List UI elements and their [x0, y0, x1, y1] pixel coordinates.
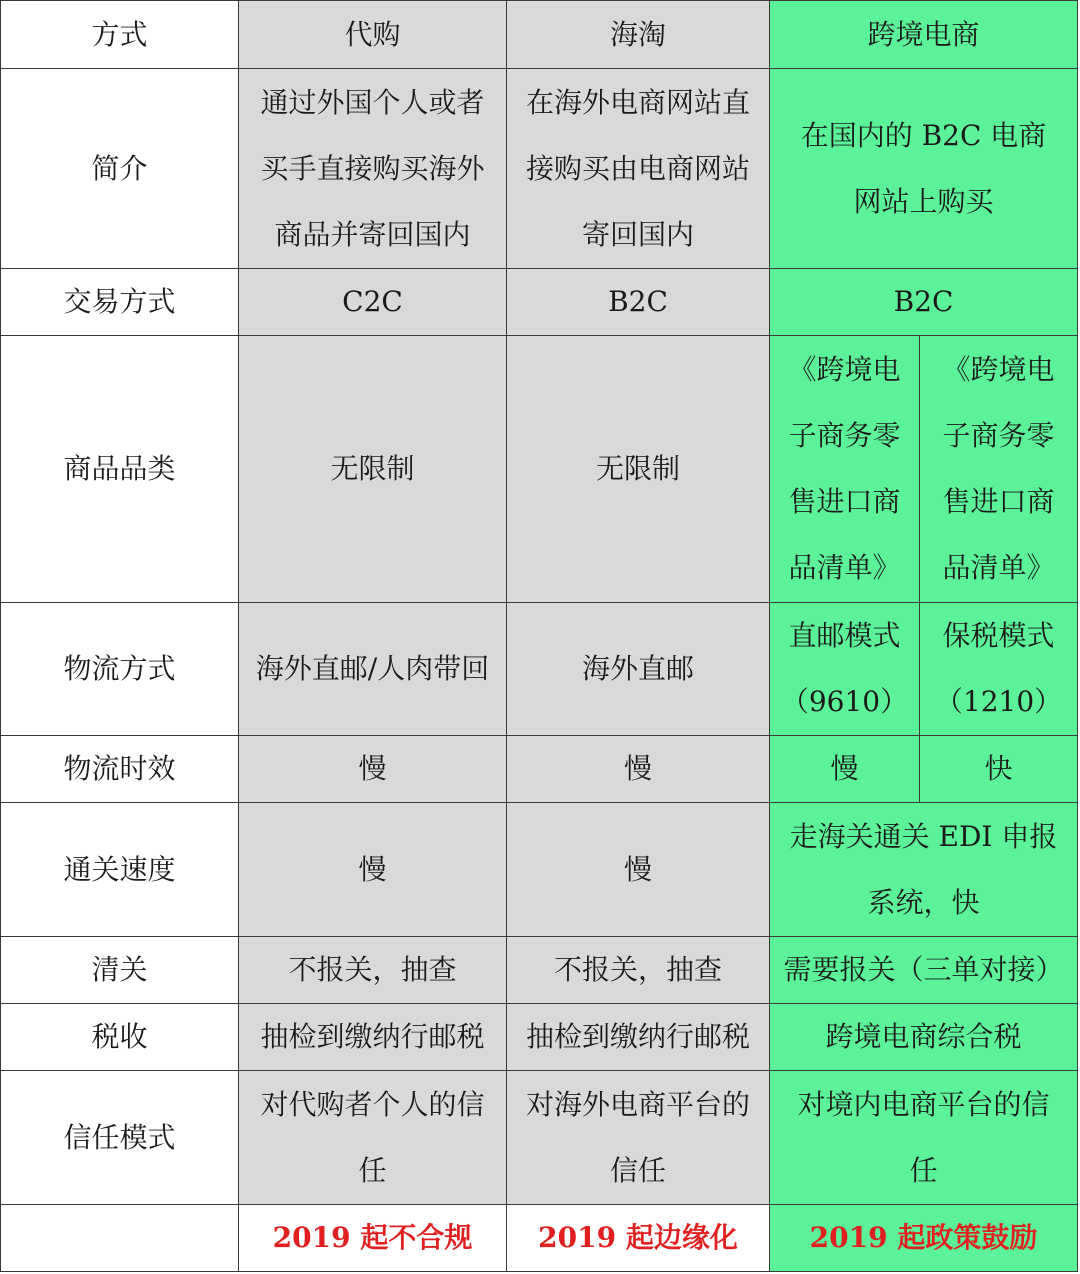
row-label: 物流方式 [1, 603, 239, 736]
verdict-haitao: 2019 起边缘化 [507, 1205, 770, 1272]
header-row [1, 1, 1078, 69]
cell-crossborder-bonded: 保税模式（1210） [920, 603, 1078, 736]
row-label: 信任模式 [1, 1071, 239, 1205]
cell-daigou: 对代购者个人的信任 [239, 1071, 507, 1205]
row-intro [1, 69, 1078, 269]
cell-crossborder: 走海关通关 EDI 申报系统，快 [770, 803, 1078, 937]
verdict-daigou: 2019 起不合规 [239, 1205, 507, 1272]
cell-crossborder: 在国内的 B2C 电商网站上购买 [770, 69, 1078, 269]
cell-daigou: 无限制 [239, 336, 507, 603]
header-haitao: 海淘 [507, 1, 770, 69]
row-label: 物流时效 [1, 736, 239, 803]
row-trade [1, 269, 1078, 336]
cell-crossborder-direct: 直邮模式（9610） [770, 603, 920, 736]
row-trust [1, 1071, 1078, 1205]
row-label: 清关 [1, 937, 239, 1004]
row-label: 简介 [1, 69, 239, 269]
cell-crossborder: 需要报关（三单对接） [770, 937, 1078, 1004]
cell-crossborder-bonded: 快 [920, 736, 1078, 803]
header-crossborder: 跨境电商 [770, 1, 1078, 69]
cell-crossborder-bonded: 《跨境电子商务零售进口商品清单》 [920, 336, 1078, 603]
cell-crossborder: B2C [770, 269, 1078, 336]
row-label: 交易方式 [1, 269, 239, 336]
cell-daigou: 抽检到缴纳行邮税 [239, 1004, 507, 1071]
cell-haitao: B2C [507, 269, 770, 336]
cell-crossborder: 对境内电商平台的信任 [770, 1071, 1078, 1205]
cell-haitao: 无限制 [507, 336, 770, 603]
cell-daigou: 慢 [239, 736, 507, 803]
cell-haitao: 不报关，抽查 [507, 937, 770, 1004]
cell-crossborder: 跨境电商综合税 [770, 1004, 1078, 1071]
cell-daigou: 海外直邮/人肉带回 [239, 603, 507, 736]
row-tax [1, 1004, 1078, 1071]
cell-daigou: C2C [239, 269, 507, 336]
cell-haitao: 在海外电商网站直接购买由电商网站寄回国内 [507, 69, 770, 269]
row-label: 税收 [1, 1004, 239, 1071]
cell-haitao: 慢 [507, 803, 770, 937]
cell-haitao: 慢 [507, 736, 770, 803]
cell-daigou: 不报关，抽查 [239, 937, 507, 1004]
cell-crossborder-direct: 慢 [770, 736, 920, 803]
row-label [1, 1205, 239, 1272]
row-timeliness [1, 736, 1078, 803]
row-category [1, 336, 1078, 603]
row-label: 通关速度 [1, 803, 239, 937]
verdict-crossborder: 2019 起政策鼓励 [770, 1205, 1078, 1272]
row-declaration [1, 937, 1078, 1004]
cell-crossborder-direct: 《跨境电子商务零售进口商品清单》 [770, 336, 920, 603]
row-clearance-speed [1, 803, 1078, 937]
cell-daigou: 慢 [239, 803, 507, 937]
row-logistics [1, 603, 1078, 736]
cell-haitao: 对海外电商平台的信任 [507, 1071, 770, 1205]
cell-daigou: 通过外国个人或者买手直接购买海外商品并寄回国内 [239, 69, 507, 269]
row-verdict [1, 1205, 1078, 1272]
header-method: 方式 [1, 1, 239, 69]
row-label: 商品品类 [1, 336, 239, 603]
header-daigou: 代购 [239, 1, 507, 69]
cell-haitao: 海外直邮 [507, 603, 770, 736]
cell-haitao: 抽检到缴纳行邮税 [507, 1004, 770, 1071]
